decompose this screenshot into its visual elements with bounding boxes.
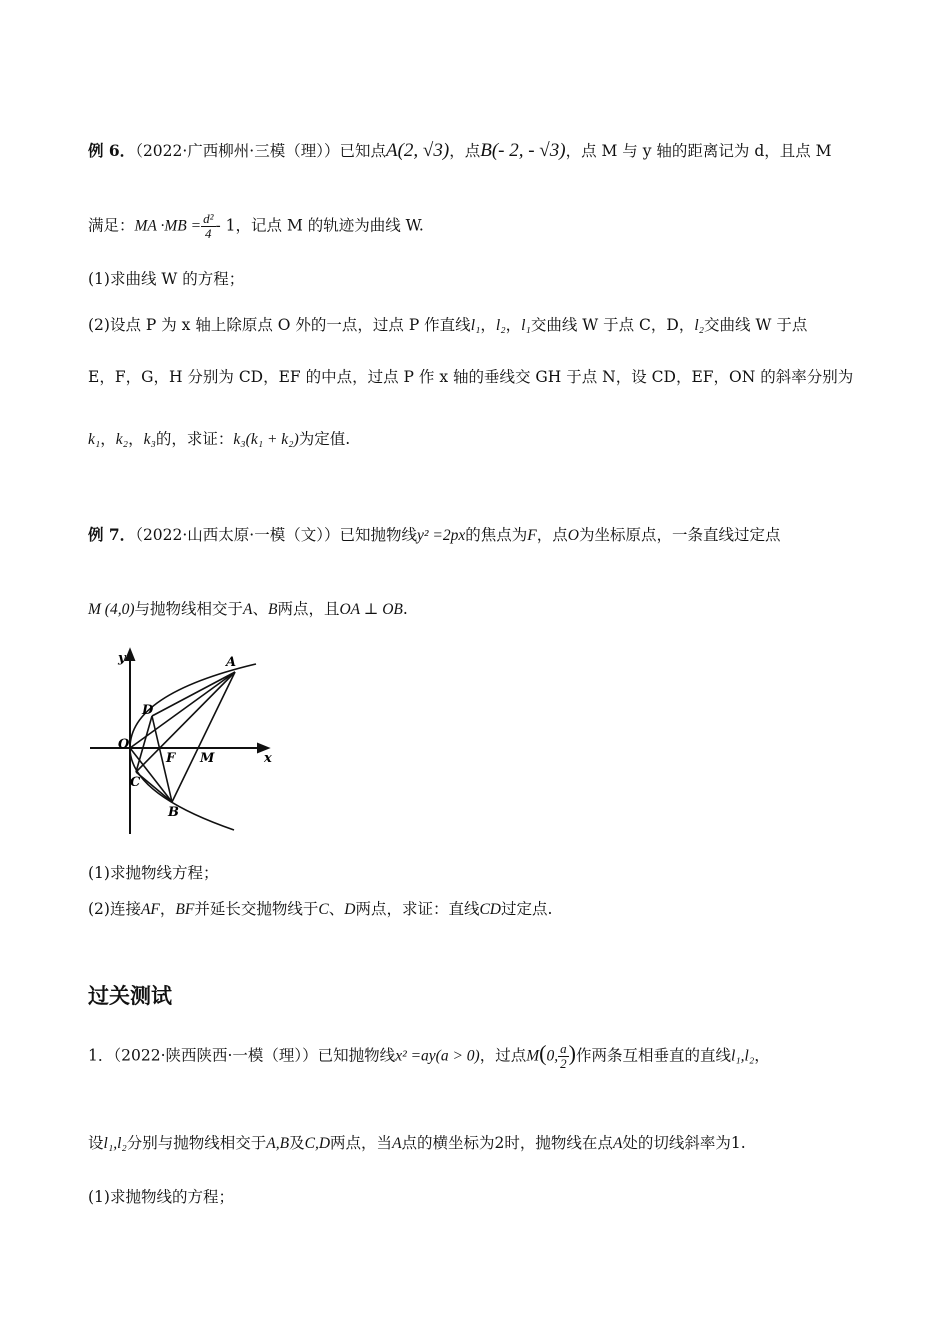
y-axis-arrow <box>126 650 134 660</box>
ex6-source: （2022·广西柳州·三模（理））已知点 <box>135 142 386 160</box>
ex6-l2-b: l₂ <box>694 317 705 334</box>
ex7-equation: y² =2px <box>417 527 466 544</box>
ex7-point-m: M (4,0) <box>88 601 135 618</box>
t1-point-m: M <box>526 1047 540 1065</box>
t1-equation: x² =ay(a > 0) <box>395 1047 480 1065</box>
t1-paren-close: ) <box>568 1040 576 1066</box>
ex7-origin-text: ，点 <box>536 526 568 544</box>
ex6-q1-text: (1)求曲线 W 的方程； <box>88 270 245 288</box>
t1-two: 2 <box>494 1134 505 1152</box>
t1-q1-text: (1)求抛物线的方程； <box>88 1188 234 1206</box>
ex6-q2-line3-end: 为定值. <box>298 430 351 448</box>
ex6-q2-b: 交曲线 W 于点 C，D， <box>530 316 695 334</box>
ex6-comma-2: ， <box>505 316 522 334</box>
t1-ab: A,B <box>266 1135 290 1152</box>
ex7-q1 <box>88 862 880 884</box>
ex7-line2-mid2: 两点，且 <box>277 600 340 618</box>
label-f: F <box>166 751 176 766</box>
ex7-a: A <box>243 601 253 618</box>
ex6-comma-4: ， <box>128 430 144 448</box>
ex6-l2: l₂ <box>495 317 506 334</box>
ex6-q2-line2 <box>88 366 880 388</box>
t1-line2-b: 分别与抛物线相交于 <box>126 1134 267 1152</box>
ex7-sep-2: 、 <box>328 900 345 918</box>
ex7-bf: BF <box>175 901 195 918</box>
ex7-c: C <box>318 901 329 918</box>
label-c: C <box>130 775 141 790</box>
t1-frac-num: a <box>560 1041 567 1056</box>
ex6-q2-line3-mid: 的，求证： <box>155 430 234 448</box>
ex6-condition: ，点 M 与 y 轴的距离记为 d，且点 M <box>565 142 832 160</box>
t1-pass: ，过点 <box>479 1046 527 1065</box>
ex7-perp: OA ⊥ OB <box>339 601 403 618</box>
ex7-f: F <box>527 527 537 544</box>
ex6-satisfy: 满足： <box>88 216 135 235</box>
ex7-source: （2022·山西太原·一模（文））已知抛物线 <box>135 526 417 544</box>
ex6-point-b: B(- 2, - √3) <box>480 140 566 161</box>
t1-and: 及 <box>289 1134 305 1152</box>
line-DA <box>152 672 235 716</box>
ex7-cd: CD <box>479 901 501 918</box>
label-x: x <box>264 751 272 766</box>
line-AB <box>172 672 235 802</box>
t1-paren-open: ( <box>539 1040 547 1066</box>
ex7-b: B <box>268 601 278 618</box>
ex6-q2-line3 <box>88 428 880 451</box>
t1-lines-2: l₁,l₂ <box>103 1135 127 1152</box>
t1-a: A <box>392 1135 402 1152</box>
t1-fraction <box>558 1042 569 1071</box>
label-a: A <box>226 655 237 670</box>
ex6-q2-c: 交曲线 W 于点 <box>704 316 808 334</box>
ex6-l1: l₁ <box>470 317 481 334</box>
t1-line2-c: 两点，当 <box>330 1134 393 1152</box>
ex7-line2-mid: 与抛物线相交于 <box>134 600 244 618</box>
ex6-line2-end: ，记点 M 的轨迹为曲线 W. <box>235 216 424 235</box>
t1-frac-den: 2 <box>560 1056 567 1071</box>
ex7-q2 <box>88 898 880 921</box>
ex6-line1 <box>88 140 880 162</box>
t1-lines: l₁,l₂ <box>730 1047 755 1065</box>
ex6-fraction <box>201 212 215 241</box>
t1-one: 1 <box>730 1134 741 1152</box>
ex6-expression: k₃(k₁ + k₂) <box>233 431 299 448</box>
ex7-q2-d: 过定点. <box>501 900 553 918</box>
ex6-q2-a: (2)设点 P 为 x 轴上除原点 O 外的一点，过点 P 作直线 <box>88 316 471 334</box>
ex7-sep: 、 <box>252 600 268 618</box>
t1-label: 1． <box>88 1046 114 1065</box>
ex6-minus-one: - 1 <box>215 216 236 235</box>
ex7-line1-end: 为坐标原点，一条直线过定点 <box>578 526 781 544</box>
ex7-d: D <box>344 901 356 918</box>
t1-line2-e: 时，抛物线在点 <box>504 1134 613 1152</box>
t1-period: . <box>740 1134 746 1152</box>
ex7-af: AF <box>140 901 160 918</box>
label-y: y <box>118 651 126 666</box>
ex7-o: O <box>567 527 579 544</box>
t1-q1 <box>88 1186 880 1208</box>
ex6-frac-den: 4 <box>205 226 212 241</box>
t1-source: （2022·陕西陕西·一模（理））已知抛物线 <box>113 1046 396 1065</box>
ex6-q2-line1 <box>88 314 880 337</box>
t1-line2-d: 点的横坐标为 <box>401 1134 495 1152</box>
ex6-k1: k₁ <box>88 431 101 448</box>
ex7-label: 例 7． <box>88 525 136 544</box>
t1-cd: C,D <box>304 1135 331 1152</box>
t1-line2-f: 处的切线斜率为 <box>622 1134 731 1152</box>
ex6-l1-b: l₁ <box>521 317 531 334</box>
t1-line2-a: 设 <box>88 1134 104 1152</box>
label-b: B <box>168 805 179 820</box>
t1-line2 <box>88 1132 880 1155</box>
ex6-q2-line2-text: E，F，G，H 分别为 CD，EF 的中点，过点 P 作 x 轴的垂线交 GH 于点 N，设 CD，EF，ON 的斜率分别为 <box>88 368 854 386</box>
ex7-focus-text: 的焦点为 <box>465 526 528 544</box>
ex6-dot: ，点 <box>449 142 481 160</box>
ex6-vector-product: MA ·MB = <box>134 217 202 235</box>
ex7-line1 <box>88 524 880 547</box>
ex7-q2-comma: ， <box>159 900 176 918</box>
t1-a-2: A <box>612 1135 623 1152</box>
ex6-k3: k₃ <box>143 431 156 448</box>
parabola-figure <box>88 644 288 840</box>
ex7-q1-text: (1)求抛物线方程； <box>88 864 219 882</box>
label-d: D <box>142 703 154 718</box>
ex7-period: . <box>402 600 408 618</box>
t1-line1-end: 作两条互相垂直的直线 <box>575 1046 731 1065</box>
ex6-comma-1: ， <box>480 316 496 334</box>
ex6-frac-num: d² <box>203 211 214 226</box>
label-m: M <box>200 751 215 766</box>
ex6-comma-3: ， <box>100 430 116 448</box>
ex6-line2 <box>88 212 880 241</box>
ex6-k2: k₂ <box>115 431 129 448</box>
ex7-q2-a: (2)连接 <box>88 900 141 918</box>
t1-comma: ， <box>754 1046 770 1065</box>
t1-line1 <box>88 1042 880 1071</box>
ex7-line2 <box>88 598 880 621</box>
ex7-q2-b: 并延长交抛物线于 <box>194 900 319 918</box>
ex6-label: 例 6． <box>88 141 136 160</box>
t1-point-m-x: 0, <box>546 1047 559 1065</box>
section-title: 过关测试 <box>88 984 172 1008</box>
ex6-point-a: A(2, √3) <box>386 140 450 161</box>
ex6-q1 <box>88 268 880 290</box>
ex7-q2-c: 两点，求证：直线 <box>355 900 480 918</box>
label-o: O <box>118 737 130 752</box>
